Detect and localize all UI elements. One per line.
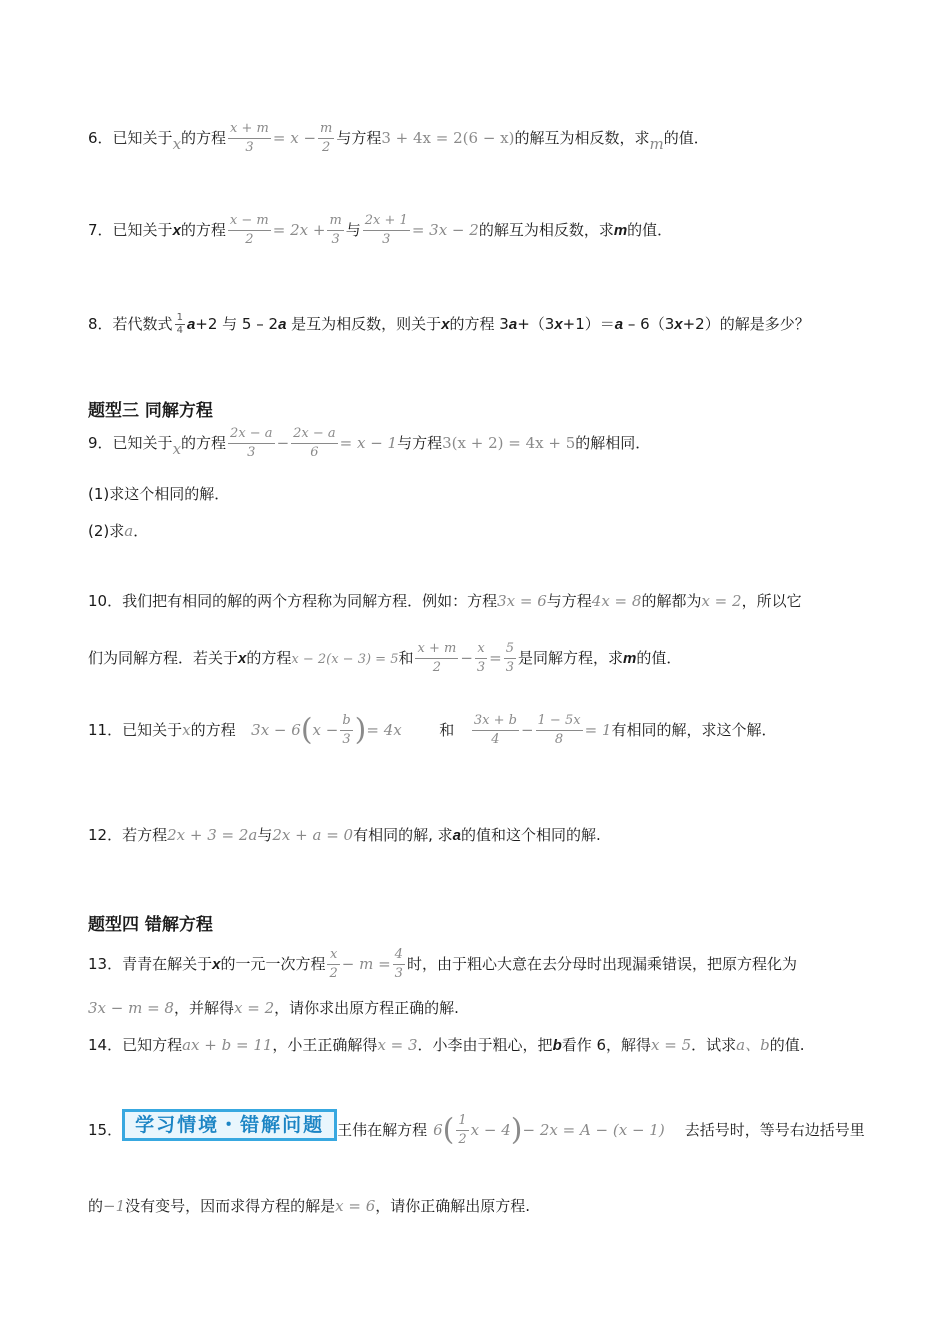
question-9-part-2: (2)求a． bbox=[88, 522, 149, 540]
fraction: $\frac{1}{4}$ bbox=[176, 312, 183, 336]
fraction: $\frac{b}{3}$ bbox=[342, 713, 351, 747]
question-10: 10．我们把有相同的解的两个方程称为同解方程．例如：方程3x = 6与方程4x = 8的解都为x = 2，所以它 bbox=[88, 592, 802, 610]
section-heading-3: 题型三 同解方程 bbox=[88, 401, 213, 421]
fraction: $\frac{3x + b}{4}$ bbox=[473, 713, 517, 747]
question-14: 14．已知方程ax + b = 11，小王正确解得x = 3．小李由于粗心，把b看作 6，解得x = 5．试求a、b的值. bbox=[88, 1036, 805, 1054]
learning-context-badge: 学习情境・错解问题 bbox=[122, 1109, 337, 1141]
question-13: 13．青青在解关于x的一元一次方程 $\frac{x}{2}$ − m = $\frac{4}{3}$ 时，由于粗心大意在去分母时出现漏乘错误，把原方程化为 bbox=[88, 947, 797, 981]
question-10-line-2: 们为同解方程．若关于x的方程x − 2(x − 3) = 5和 $\frac{x + m}{2}$ − $\frac{x}{3}$ = $\frac{5}{3}$ 是同解方程，求m的值． bbox=[88, 641, 682, 675]
question-15: 15． 学习情境・错解问题 王伟在解方程 6( $\frac{1}{2}$ x − 4)− 2x = A − (x − 1) 去括号时，等号右边括号里 bbox=[88, 1112, 865, 1149]
fraction: $\frac{x}{3}$ bbox=[476, 641, 486, 675]
section-heading-4: 题型四 错解方程 bbox=[88, 915, 213, 935]
question-9-part-1: (1)求这个相同的解． bbox=[88, 485, 230, 503]
question-9: 9．已知关于x的方程 $\frac{2x - a}{3}$ − $\frac{2x - a}{6}$ = x − 1与方程3(x + 2) = 4x + 5的解相同． bbox=[88, 426, 651, 460]
fraction: $\frac{x + m}{2}$ bbox=[417, 641, 457, 675]
fraction: $\frac{x - m}{2}$ bbox=[229, 213, 269, 247]
fraction: $\frac{m}{2}$ bbox=[320, 121, 333, 155]
question-7: 7．已知关于x的方程 $\frac{x - m}{2}$ = 2x + $\frac{m}{3}$ 与 $\frac{2x + 1}{3}$ = 3x − 2的解互为相反数，求m的值． bbox=[88, 213, 673, 247]
fraction: $\frac{x + m}{3}$ bbox=[230, 121, 269, 155]
question-11: 11．已知关于x的方程 3x − 6(x − $\frac{b}{3}$ )= 4x 和 $\frac{3x + b}{4}$ − $\frac{1 - 5x}{8}$ = 1有相同的解，求这个解． bbox=[88, 712, 777, 748]
fraction: $\frac{4}{3}$ bbox=[394, 947, 403, 981]
question-8: 8．若代数式 $\frac{1}{4}$ a+2 与 5 – 2a 是互为相反数，则关于x的方程 3a+（3x+1）＝a – 6（3x+2）的解是多少？ bbox=[88, 312, 810, 336]
question-12: 12．若方程2x + 3 = 2a与2x + a = 0有相同的解, 求a的值和这个相同的解. bbox=[88, 826, 601, 844]
question-13-line-2: 3x − m = 8，并解得x = 2，请你求出原方程正确的解. bbox=[88, 999, 459, 1017]
question-6: 6．已知关于x的方程 $\frac{x + m}{3}$ = x − $\frac{m}{2}$ 与方程3 + 4x = 2(6 − x)的解互为相反数，求m的值． bbox=[88, 121, 709, 155]
fraction: $\frac{1}{2}$ bbox=[458, 1113, 467, 1147]
fraction: $\frac{2x + 1}{3}$ bbox=[364, 213, 408, 247]
fraction: $\frac{2x - a}{3}$ bbox=[230, 426, 273, 460]
fraction: $\frac{x}{2}$ bbox=[329, 947, 338, 981]
fraction: $\frac{5}{3}$ bbox=[505, 641, 515, 675]
fraction: $\frac{1 - 5x}{8}$ bbox=[537, 713, 581, 747]
fraction: $\frac{2x - a}{6}$ bbox=[293, 426, 336, 460]
fraction: $\frac{m}{3}$ bbox=[329, 213, 342, 247]
question-15-line-2: 的−1没有变号，因而求得方程的解是x = 6，请你正确解出原方程. bbox=[88, 1197, 531, 1215]
